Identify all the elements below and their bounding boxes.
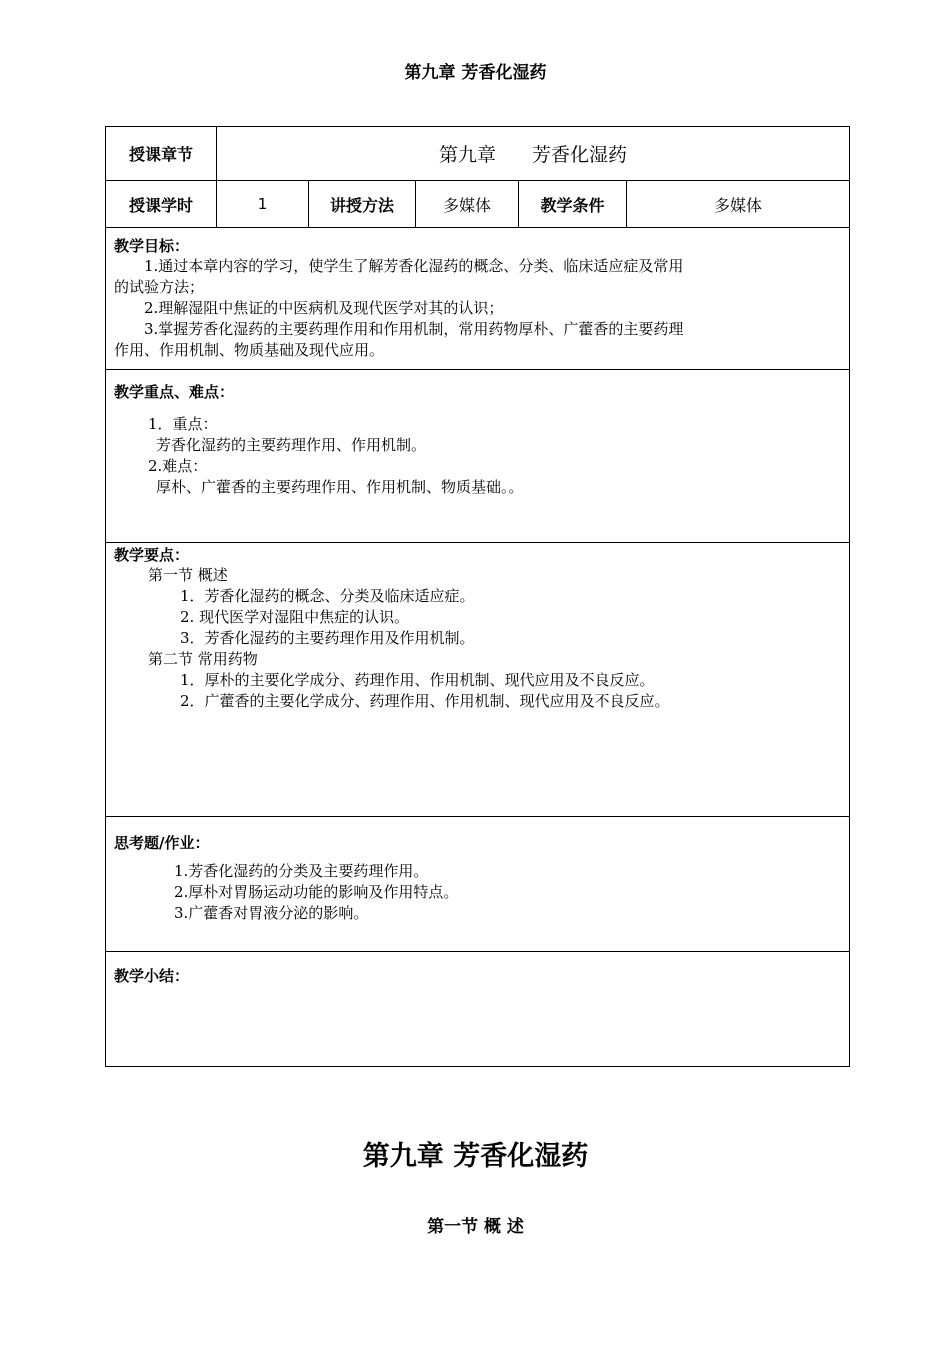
- condition-value: 多媒体: [627, 181, 850, 228]
- key-points-label: 教学重点、难点：: [114, 383, 235, 401]
- list-item: 3．芳香化湿药的主要药理作用及作用机制。: [180, 629, 475, 647]
- essentials-cell: [106, 543, 850, 817]
- method-label: 讲授方法: [309, 181, 416, 228]
- homework-label: 思考题/作业：: [114, 834, 210, 852]
- list-item: 2．广藿香的主要化学成分、药理作用、作用机制、现代应用及不良反应。: [180, 692, 670, 710]
- homework-row: [106, 817, 850, 952]
- essentials-text: [114, 565, 843, 712]
- objectives-cell: [106, 228, 850, 370]
- objective-line: 的试验方法；: [114, 278, 205, 296]
- list-item: 2. 现代医学对湿阻中焦症的认识。: [180, 608, 410, 626]
- section-heading: 第二节 常用药物: [148, 650, 258, 668]
- key-points-cell: [106, 370, 850, 543]
- key-points-text: [114, 414, 843, 498]
- list-item: 3.广藿香对胃液分泌的影响。: [174, 904, 369, 922]
- objectives-label: 教学目标：: [114, 237, 190, 255]
- section-title: 第一节 概 述: [427, 1217, 524, 1237]
- list-item: 1．芳香化湿药的概念、分类及临床适应症。: [180, 587, 475, 605]
- lesson-plan-table: [105, 126, 850, 1067]
- summary-cell: [106, 952, 850, 1067]
- objective-line: 3.掌握芳香化湿药的主要药理作用和作用机制，常用药物厚朴、广藿香的主要药理: [144, 320, 684, 338]
- method-value: 多媒体: [416, 181, 519, 228]
- summary-label: 教学小结：: [114, 967, 190, 985]
- condition-label: 教学条件: [519, 181, 627, 228]
- list-item: 1．厚朴的主要化学成分、药理作用、作用机制、现代应用及不良反应。: [180, 671, 655, 689]
- objective-line: 2.理解湿阻中焦证的中医病机及现代医学对其的认识；: [144, 299, 504, 317]
- essentials-label: 教学要点：: [114, 546, 190, 564]
- section-heading: 第一节 概述: [148, 566, 228, 584]
- focus-text: 芳香化湿药的主要药理作用、作用机制。: [156, 436, 427, 454]
- objectives-row: [106, 228, 850, 370]
- chapter-value: 第九章 芳香化湿药: [217, 127, 850, 181]
- homework-cell: [106, 817, 850, 952]
- focus-label: 1．重点：: [148, 415, 218, 433]
- objective-line: 作用、作用机制、物质基础及现代应用。: [114, 341, 385, 359]
- hours-value: 1: [217, 181, 309, 228]
- difficulty-label: 2.难点：: [148, 457, 208, 475]
- page-header-title: 第九章 芳香化湿药: [404, 63, 547, 83]
- hours-row: [106, 181, 850, 228]
- essentials-row: [106, 543, 850, 817]
- difficulty-text: 厚朴、广藿香的主要药理作用、作用机制、物质基础。。: [156, 478, 524, 496]
- chapter-label: 授课章节: [106, 127, 217, 181]
- homework-text: [114, 861, 843, 924]
- key-points-row: [106, 370, 850, 543]
- summary-row: [106, 952, 850, 1067]
- chapter-row: [106, 127, 850, 181]
- objective-line: 1.通过本章内容的学习，使学生了解芳香化湿药的概念、分类、临床适应症及常用: [144, 257, 684, 275]
- hours-label: 授课学时: [106, 181, 217, 228]
- objectives-text: [114, 256, 843, 361]
- chapter-title: 第九章 芳香化湿药: [362, 1141, 589, 1172]
- list-item: 2.厚朴对胃肠运动功能的影响及作用特点。: [174, 883, 459, 901]
- list-item: 1.芳香化湿药的分类及主要药理作用。: [174, 862, 429, 880]
